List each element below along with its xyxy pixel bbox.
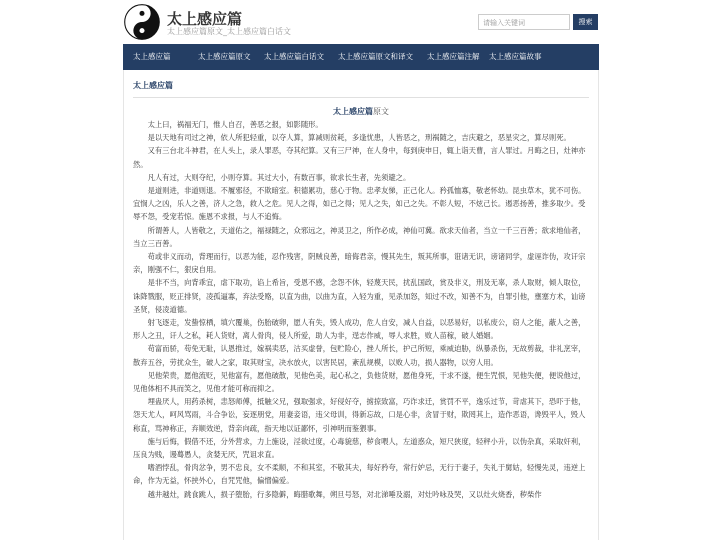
divider — [133, 97, 589, 98]
article-body — [133, 118, 589, 501]
nav-item-stories[interactable]: 太上感应篇故事 — [489, 52, 542, 61]
main-nav — [123, 44, 599, 70]
search-button[interactable]: 搜索 — [573, 14, 598, 30]
article-title — [124, 106, 598, 117]
section-title[interactable]: 太上感应篇 — [133, 81, 173, 90]
paragraph: 苟或非义而动，背理而行，以恶为能，忍作残害，阴贼良善，暗侮君亲，慢其先生，叛其所事，诳诸无识，谤诸同学，虚诬诈伪，攻讦宗亲，刚强不仁，狠戾自用。 — [133, 252, 586, 275]
nav-item-original-translation[interactable]: 太上感应篇原文和译文 — [338, 52, 413, 61]
nav-item-home[interactable]: 太上感应篇 — [133, 52, 171, 61]
paragraph: 又有三台北斗神君，在人头上，录人罪恶，夺其纪算。又有三尸神，在人身中，每到庚申日，辄上诣天曹，言人罪过。月晦之日，灶神亦然。 — [133, 146, 586, 169]
paragraph: 见他荣贵，愿他流贬，见他富有，愿他破散，见他色美，起心私之，负他货财，愿他身死，干求不遂，便生咒恨，见他失便，便说他过，见他体相不具而笑之，见他才能可称而抑之。 — [133, 370, 586, 394]
paragraph: 凡人有过，大则夺纪，小则夺算。其过大小，有数百事，欲求长生者，先须避之。 — [147, 172, 411, 182]
paragraph: 射飞逐走，发蛰惊栖，填穴覆巢，伤胎破卵，愿人有失，毁人成功，危人自安，减人自益，以恶易好，以私废公，窃人之能，蔽人之善，形人之丑，讦人之私，耗人货财，离人骨肉，侵人所爱，助人为非，逞志作威，辱人求胜，败人苗稼，破人婚姻。 — [133, 318, 586, 341]
nav-item-vernacular[interactable]: 太上感应篇白话文 — [264, 52, 324, 61]
paragraph: 埋蛊厌人，用药杀树，恚怒师傅，抵触父兄，强取强求，好侵好夺，掳掠致富，巧诈求迁，赏罚不平，逸乐过节，苛虐其下，恐吓于他，怨天尤人，呵风骂雨，斗合争讼，妄逐朋党，用妻妾语，违父母训，得新忘故，口是心非，贪冒于财，欺罔其上，造作恶语，谗毁平人，毁人称直，骂神称正，弃顺效逆，背亲向疏，指天地以证鄙怀，引神明而鉴猥事。 — [133, 397, 586, 433]
paragraph: 嗜酒悖乱，骨肉忿争，男不忠良，女不柔顺，不和其室，不敬其夫，每好矜夸，常行妒忌，无行于妻子，失礼于舅姑，轻慢先灵，违逆上命，作为无益，怀挟外心，自咒咒他，偏憎偏爱。 — [133, 463, 586, 486]
paragraph: 越井越灶，跳食跳人，损子堕胎，行多隐僻，晦腊歌舞，朔旦号怒，对北涕唾及溺，对灶吟咏及哭，又以灶火烧香，秽柴作 — [147, 489, 542, 499]
content-panel — [123, 70, 599, 540]
article-title-main[interactable]: 太上感应篇 — [333, 107, 373, 116]
paragraph: 苟富而骄，苟免无耻，认恩推过，嫁祸卖恶，沽买虚誉，包贮险心，挫人所长，护己所短，乘威迫胁，纵暴杀伤，无故剪裁，非礼烹宰，散弃五谷，劳扰众生，破人之家，取其财宝，决水放火，以害民居，紊乱规模，以败人功，损人器物，以穷人用。 — [133, 344, 586, 367]
paragraph: 施与后悔，假借不还，分外营求，力上施设，淫欲过度，心毒貌慈，秽食喂人，左道惑众，短尺狭度，轻秤小升，以伪杂真，采取奸利，压良为贱，谩蓦愚人，贪婪无厌，咒诅求直。 — [133, 436, 586, 460]
site-subtitle: 太上感应篇原文_太上感应篇白话文 — [167, 27, 291, 36]
yin-yang-logo-icon[interactable] — [124, 4, 160, 40]
site-header — [0, 0, 720, 44]
site-title[interactable]: 太上感应篇 — [167, 10, 243, 28]
nav-item-original[interactable]: 太上感应篇原文 — [198, 52, 251, 61]
article-title-suffix: 原文 — [373, 107, 389, 116]
paragraph: 是非不当，向背乖宜，虐下取功，谄上希旨，受恩不感，念怨不休，轻蔑天民，扰乱国政，赏及非义，刑及无辜，杀人取财，倾人取位，诛降戮服，贬正排贤，凌孤逼寡，弃法受赂，以直为曲，以曲为直，入轻为重，见杀加怒，知过不改，知善不为，自罪引他，壅塞方术，讪谤圣贤，侵凌道德。 — [133, 278, 586, 314]
search-input[interactable]: 请输入关键词 — [478, 14, 570, 30]
paragraph: 所谓善人，人皆敬之，天道佑之，福禄随之，众邪远之，神灵卫之，所作必成，神仙可冀。欲求天仙者，当立一千三百善；欲求地仙者，当立三百善。 — [133, 225, 586, 248]
paragraph: 是道则进，非道则退。不履邪径，不欺暗室。积德累功，慈心于物。忠孝友悌，正己化人。矜孤恤寡，敬老怀幼。昆虫草木，犹不可伤。宜悯人之凶，乐人之善，济人之急，救人之危。见人之得，如己之得；见人之失，如己之失。不彰人短，不炫己长。遏恶扬善，推多取少。受辱不怨，受宠若惊。施恩不求报，与人不追悔。 — [133, 186, 586, 222]
nav-item-annotation[interactable]: 太上感应篇注解 — [427, 52, 480, 61]
paragraph: 是以天地有司过之神，依人所犯轻重，以夺人算，算减则贫耗，多逢忧患，人皆恶之，刑祸随之，吉庆避之，恶星灾之，算尽则死。 — [147, 133, 571, 143]
paragraph: 太上曰，祸福无门，惟人自召，善恶之报，如影随形。 — [147, 120, 323, 129]
